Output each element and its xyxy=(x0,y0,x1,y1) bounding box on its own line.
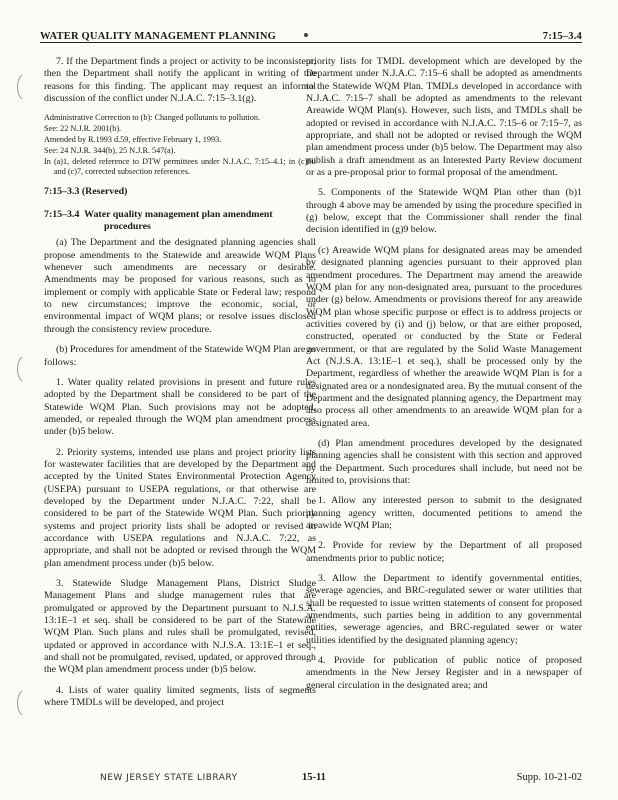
running-header xyxy=(40,26,582,43)
paragraph-d2: 2. Provide for review by the Department of all proposed amendments prior to public notice; xyxy=(306,540,582,564)
section-title: Water quality management plan amendment xyxy=(84,208,273,220)
paragraph-d4: 4. Provide for publication of public notice of proposed amendments in the New Jersey Register and in a newspaper of general circulation in the designated area; and xyxy=(306,655,582,691)
paragraph-7: 7. If the Department finds a project or activity to be inconsistent, then the Department shall notify the applicant in writing of the reasons for this finding. The applicant may request an informal discussion of the conflict under N.J.A.C. 7:15–3.1(g). xyxy=(44,56,316,105)
margin-mark-icon xyxy=(14,74,24,100)
header-section: 7:15–3.4 xyxy=(542,31,582,42)
header-title: WATER QUALITY MANAGEMENT PLANNING xyxy=(40,31,276,42)
left-column xyxy=(44,56,316,717)
paragraph-b4: 4. Lists of water quality limited segments, lists of segments where TMDLs will be developed, and project xyxy=(44,684,316,709)
paragraph-b5: 5. Components of the Statewide WQM Plan other than (b)1 through 4 above may be amended by using the procedure specified in (g) below, except that the Commissioner shall render the final decision identified in (g)9 below. xyxy=(306,187,582,236)
page-number: 15-11 xyxy=(302,772,326,783)
section-title-cont: procedures xyxy=(104,221,151,233)
scan-speck xyxy=(304,33,308,37)
history-note: Amended by R.1993 d.59, effective February 1, 1993. xyxy=(44,135,222,145)
paragraph-b4-cont: priority lists for TMDL development which are developed by the Department under N.J.A.C. 7:15–6 shall be adopted as amendments to the Statewide WQM Plan. TMDLs developed in accordance with N.J.A.C. 7:15–7 shall be adopted as amendments to the relevant Areawide WQM Plan(s). However, such lists, and TMDLs shall be adopted or revised in accordance with N.J.A.C. 7:15–6 or 7:15–7, as appropriate, and shall not be adopted or revised through the WQM plan amendment process under (b)5 below. The Department may also publish a draft amendment as an Interested Party Review document or as a pre-proposal prior to formal proposal of the amendment. xyxy=(306,56,582,179)
paragraph-d1: 1. Allow any interested person to submit to the designated planning agency written, documented petitions to amend the areawide WQM Plan; xyxy=(306,495,582,532)
paragraph-d: (d) Plan amendment procedures developed by the designated planning agencies shall be consistent with this section and approved by the Department. Such procedures shall include, but need not be limited to, provisions that: xyxy=(306,437,582,486)
right-column xyxy=(306,56,582,700)
library-stamp: NEW JERSEY STATE LIBRARY xyxy=(100,773,238,783)
paragraph-c: (c) Areawide WQM plans for designated areas may be amended by designated planning agencies pursuant to their approved plan amendment procedures. The Department may amend the areawide WQM plan for any non-designated area, pursuant to the procedures under (g) below. Amendments or provisions thereof for any areawide WQM plan whose specific purpose or effect is to address projects or activities covered by (i) and (j) below, or that are either proposed, constructed, operated or conducted by the State or Federal government, or that are regulated by the Solid Waste Management Act (N.J.S.A. 13:1E–1 et seq.), shall be processed only by the Department, regardless of whether the areawide WQM Plan is for a designated area or a nondesignated area. By the mutual consent of the Department and the designated planning agency, the Department may also process all other amendments to an areawide WQM plan for a designated area. xyxy=(306,244,582,429)
margin-mark-icon xyxy=(14,690,24,716)
paragraph-b3: 3. Statewide Sludge Management Plans, District Sludge Management Plans and sludge management rules that are promulgated or approved by the Department pursuant to N.J.S.A. 13:1E–1 et seq. shall be considered to be part of the Statewide WQM Plan. Such plans and rules shall be promulgated, revised, updated or approved in accordance with N.J.S.A. 13:1E–1 et seq., and shall not be promulgated, revised, updated, or approved through the WQM plan amendment process under (b)5 below. xyxy=(44,578,316,676)
paragraph-b1: 1. Water quality related provisions in present and future rules adopted by the Department shall be considered to be part of the Statewide WQM Plan. Such provisions may not be adopted, amended, or repealed through the WQM plan amendment process under (b)5 below. xyxy=(44,376,316,438)
history-note: See: 22 N.J.R. 2001(b). xyxy=(44,124,122,134)
paragraph-b: (b) Procedures for amendment of the Statewide WQM Plan are as follows: xyxy=(44,344,316,368)
section-heading-3-4 xyxy=(44,209,316,234)
history-note: In (a)1, deleted reference to DTW permittees under N.J.A.C. 7:15–4.1; in (c)6ii and (c)7, corrected subsection references. xyxy=(44,157,316,177)
page-footer xyxy=(40,772,582,786)
paragraph-d3: 3. Allow the Department to identify governmental entities, sewerage agencies, and BRC-regulated sewer or water utilities that shall be requested to issue written statements of consent for proposed amendments, such parties being in addition to any governmental entities, sewerage agencies, and BRC-regulated sewer or water utilities identified by the designated planning agency; xyxy=(306,573,582,646)
supplement-date: Supp. 10-21-02 xyxy=(516,772,582,783)
history-note: Administrative Correction to (b): Changed pollutants to pollution. xyxy=(44,113,261,123)
paragraph-a: (a) The Department and the designated planning agencies shall propose amendments to the Statewide and areawide WQM Plans whenever such amendments are necessary or desirable. Amendments may be proposed for various reasons, such as to implement or comply with applicable State or Federal law; respond to new circumstances; improve the economic, social, or environmental impact of WQM plans; or resolve issues disclosed through the consistency review procedure. xyxy=(44,237,316,335)
section-number: 7:15–3.4 xyxy=(44,208,80,220)
history-note: See: 24 N.J.R. 344(b), 25 N.J.R. 547(a). xyxy=(44,146,176,156)
margin-mark-icon xyxy=(14,356,24,382)
paragraph-b2: 2. Priority systems, intended use plans and project priority lists for wastewater facilities that are developed by the Department and accepted by the United States Environmental Protection Agency (USEPA) pursuant to USEPA regulations, or that otherwise are developed by the Department under N.J.A.C. 7:22, shall be considered to be part of the Statewide WQM Plan. Such priority systems and project priority lists shall be adopted or revised in accordance with USEPA regulations and N.J.A.C. 7:22, as appropriate, and shall not be adopted or revised through the WQM plan amendment process under (b)5 below. xyxy=(44,446,316,569)
section-heading-3-3: 7:15–3.3 (Reserved) xyxy=(44,186,128,198)
